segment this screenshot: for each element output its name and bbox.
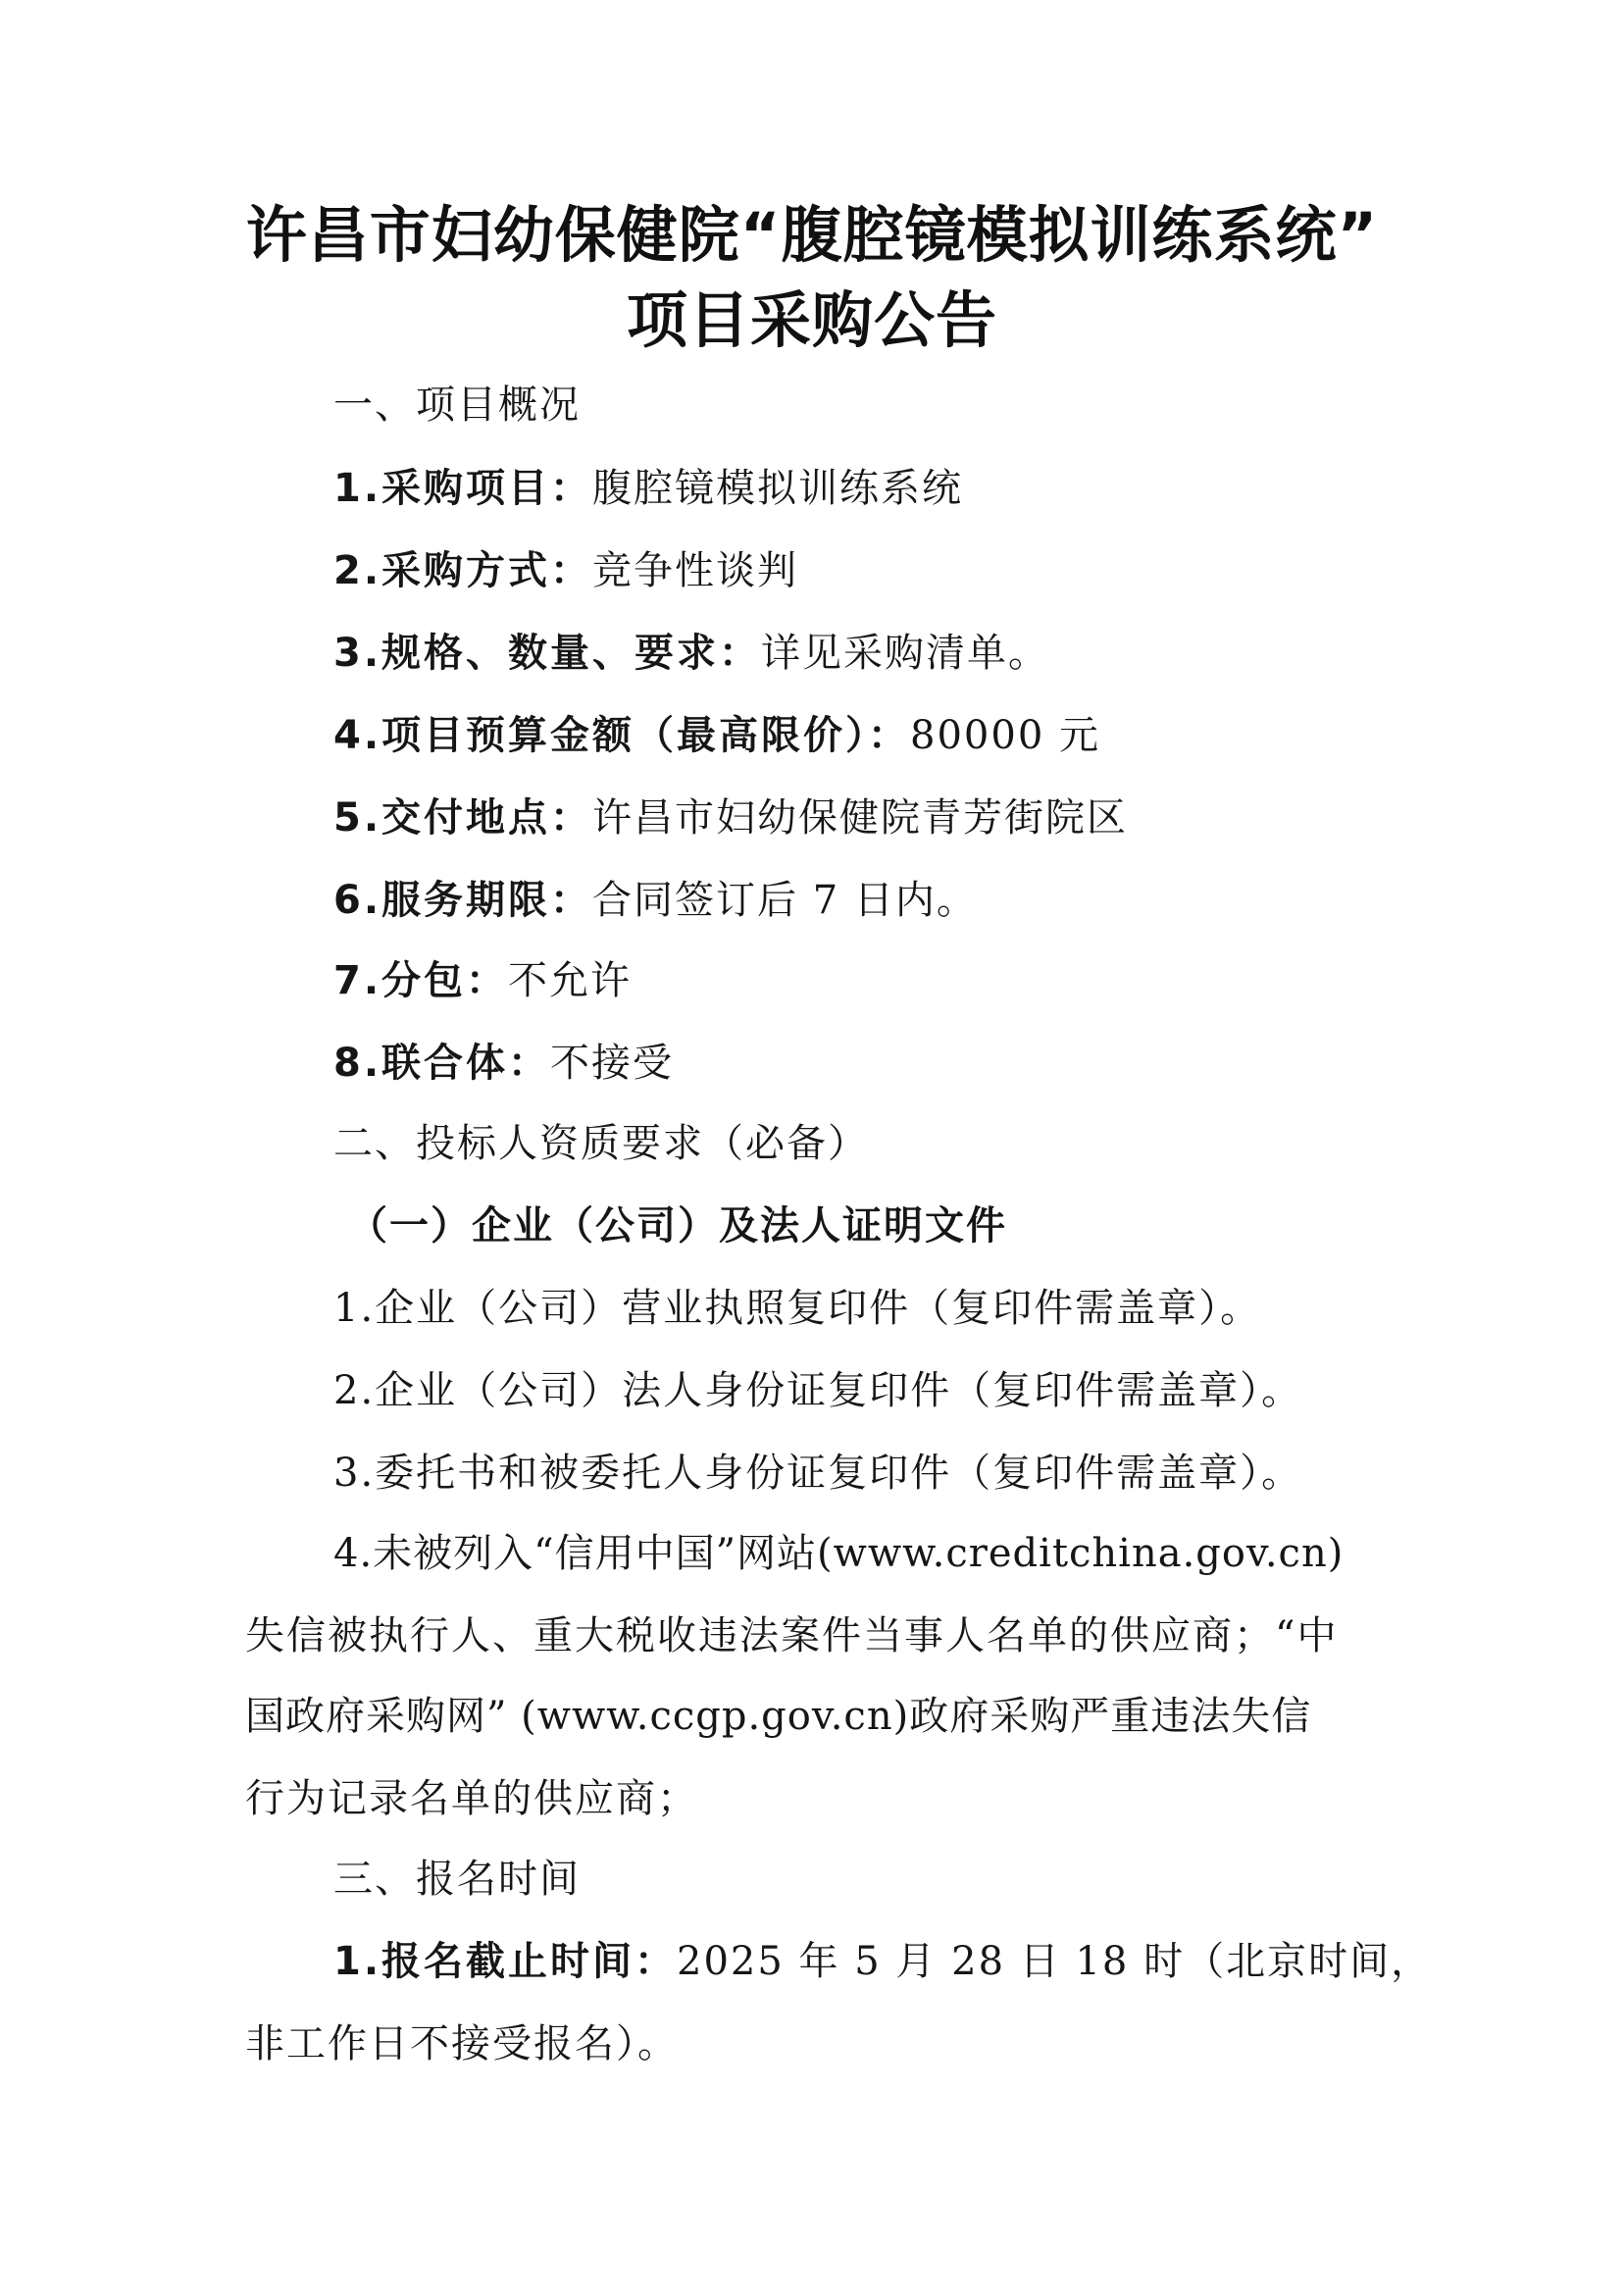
document-title-line-1: 许昌市妇幼保健院“腹腔镜模拟训练系统” (245, 199, 1379, 271)
project-item-2 (333, 543, 798, 598)
registration-deadline-value: 2025 年 5 月 28 日 18 时（北京时间， (677, 1939, 1433, 1984)
project-item-label: 7.分包： (333, 958, 509, 1003)
section-2-heading: 二、投标人资质要求（必备） (333, 1121, 869, 1166)
project-item-value: 80000 元 (910, 713, 1100, 758)
requirement-item-4-line-1: 4.未被列入“信用中国”网站(www.creditchina.gov.cn) (333, 1531, 1345, 1576)
requirement-item-4-line-3: 国政府采购网” (www.ccgp.gov.cn)政府采购严重违法失信 (245, 1694, 1312, 1739)
project-item-label: 5.交付地点： (333, 795, 593, 841)
project-item-1 (333, 461, 963, 516)
section-2-subheading: （一）企业（公司）及法人证明文件 (348, 1203, 1007, 1249)
registration-deadline-label: 1.报名截止时间： (333, 1939, 678, 1984)
project-item-label: 2.采购方式： (333, 548, 593, 593)
project-item-3 (333, 626, 1049, 681)
project-item-value: 详见采购清单。 (761, 631, 1050, 676)
document-title-line-2: 项目采购公告 (626, 284, 997, 356)
project-item-8 (333, 1036, 674, 1091)
requirement-item-4-line-4: 行为记录名单的供应商； (245, 1776, 698, 1821)
project-item-value: 腹腔镜模拟训练系统 (592, 466, 964, 511)
section-3-heading: 三、报名时间 (333, 1857, 581, 1902)
registration-deadline-continuation: 非工作日不接受报名）。 (245, 2021, 679, 2066)
requirement-item-1: 1.企业（公司）营业执照复印件（复印件需盖章）。 (333, 1286, 1262, 1331)
project-item-label: 1.采购项目： (333, 466, 593, 511)
section-1-heading: 一、项目概况 (333, 382, 581, 428)
project-item-label: 6.服务期限： (333, 878, 593, 923)
project-item-6 (333, 873, 978, 928)
project-item-4 (333, 708, 1100, 763)
project-item-5 (333, 790, 1128, 845)
requirement-item-2: 2.企业（公司）法人身份证复印件（复印件需盖章）。 (333, 1368, 1303, 1413)
project-item-label: 3.规格、数量、要求： (333, 631, 762, 676)
project-item-label: 4.项目预算金额（最高限价）： (333, 713, 911, 758)
project-item-value: 合同签订后 7 日内。 (592, 878, 978, 923)
registration-deadline (333, 1934, 1432, 1989)
requirement-item-3: 3.委托书和被委托人身份证复印件（复印件需盖章）。 (333, 1451, 1303, 1496)
project-item-value: 不允许 (508, 958, 633, 1003)
project-item-value: 竞争性谈判 (592, 548, 799, 593)
project-item-value: 许昌市妇幼保健院青芳街院区 (592, 795, 1129, 841)
requirement-item-4-line-2: 失信被执行人、重大税收违法案件当事人名单的供应商；“中 (245, 1613, 1339, 1658)
project-item-value: 不接受 (550, 1041, 675, 1086)
project-item-7 (333, 953, 632, 1008)
project-item-label: 8.联合体： (333, 1041, 551, 1086)
